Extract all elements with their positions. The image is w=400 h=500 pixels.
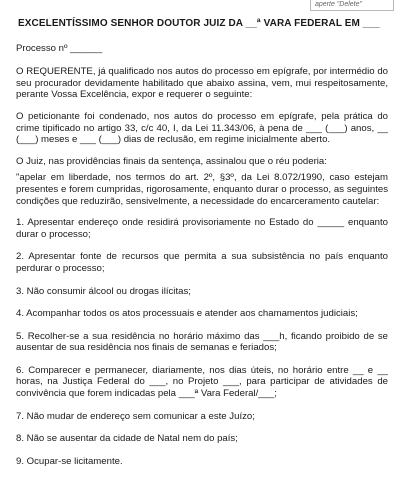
condition-item-3: 3. Não consumir álcool ou drogas ilícitas; (16, 285, 191, 297)
processo-number-line: Processo nº ______ (16, 42, 103, 54)
paragraph-quote: "apelar em liberdade, nos termos do art. 2º, §3º, da Lei 8.072/1990, caso estejam presentes e forem cumpridas, rigorosamente, enquanto durar o processo, as seguintes condições que reduzirão, sensivelmente, a necessidade do encarceramento cautelar: (16, 172, 388, 207)
paragraph-intro: O REQUERENTE, já qualificado nos autos do processo em epígrafe, por intermédio do seu procurador devidamente habilitado que abaixo assina, vem, mui respeitosamente, perante Vossa Excelência, expor e requerer o seguinte: (16, 66, 388, 101)
paragraph-judge: O Juiz, nas providências finais da sentença, assinalou que o réu poderia: (16, 155, 327, 167)
condition-item-8: 8. Não se ausentar da cidade de Natal nem do país; (16, 433, 238, 445)
delete-hint-tag: aperte "Delete" (310, 0, 394, 11)
paragraph-conviction: O peticionante foi condenado, nos autos do processo em epígrafe, pela prática do crime tipificado no artigo 33, c/c 40, I, da Lei 11.343/06, à pena de ___ (___) anos, __ (___) meses e ___ (___) dias de reclusão, em regime inicialmente aberto. (16, 110, 388, 146)
condition-item-1: 1. Apresentar endereço onde residirá provisoriamente no Estado do _____ enquanto durar o processo; (16, 217, 388, 240)
condition-item-6: 6. Comparecer e permanecer, diariamente, nos dias úteis, no horário entre __ e __ horas, na Justiça Federal do ___, no Projeto ___, para participar de atividades de convivência que forem indicadas pela ___ª Vara Federal/___; (16, 364, 388, 400)
document-body (16, 18, 388, 478)
condition-item-5: 5. Recolher-se a sua residência no horário máximo das ___h, ficando proibido de se ausentar de sua residência nos finais de semanas e feriados; (16, 330, 388, 354)
condition-item-7: 7. Não mudar de endereço sem comunicar a este Juízo; (16, 410, 255, 422)
condition-item-4: 4. Acompanhar todos os atos processuais e atender aos chamamentos judiciais; (16, 308, 358, 320)
condition-item-2: 2. Apresentar fonte de recursos que permita a sua subsistência no país enquanto perdurar o processo; (16, 251, 388, 274)
document-title: EXCELENTÍSSIMO SENHOR DOUTOR JUIZ DA __ª VARA FEDERAL EM ___ (18, 18, 380, 29)
condition-item-9: 9. Ocupar-se licitamente. (16, 455, 123, 467)
